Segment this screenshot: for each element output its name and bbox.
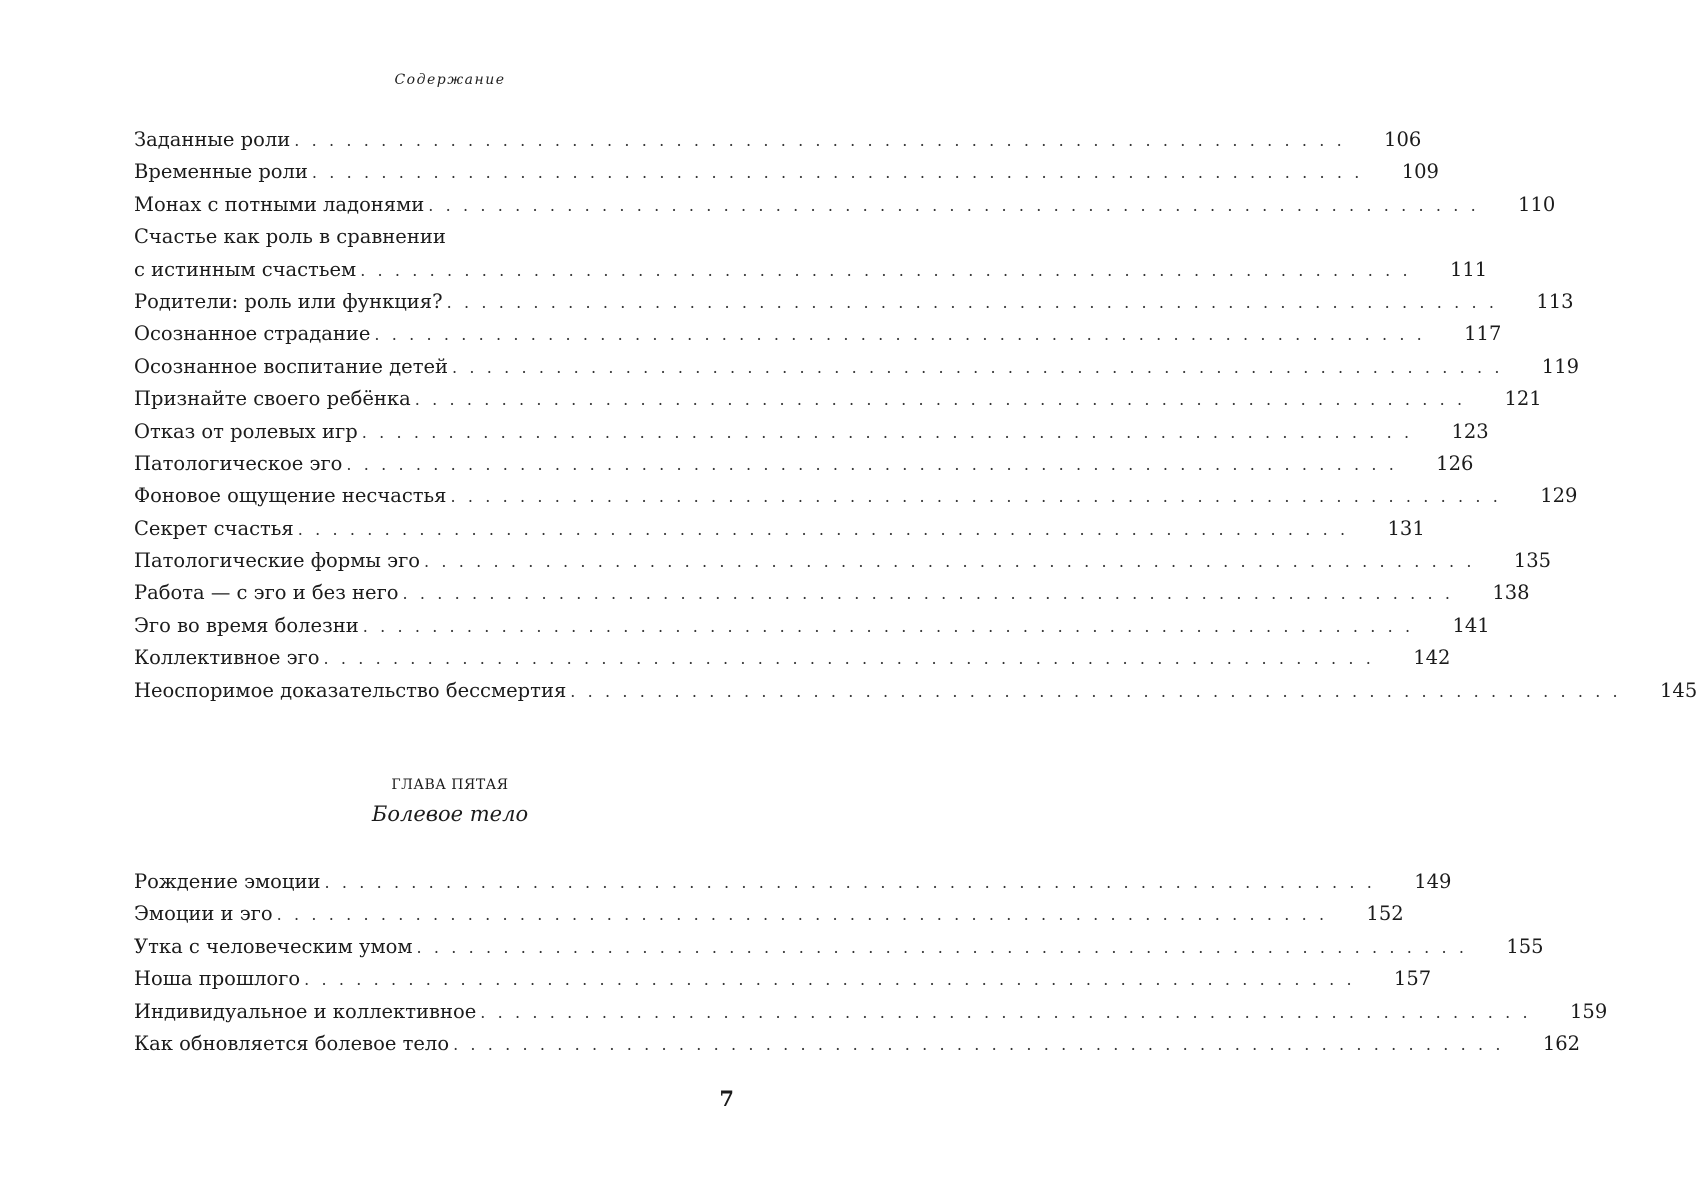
toc-entry-page: 121 [1504,387,1542,411]
dot-leader: . . . . . . . . . . . . . . . . . . . . . . . . . . . . . . . . . . . . . . . . . . . . . . . . . . . . . . . . . . . . . [362,616,1414,636]
dot-leader: . . . . . . . . . . . . . . . . . . . . . . . . . . . . . . . . . . . . . . . . . . . . . . . . . . . . . . . . . . . . . [414,390,1466,410]
page-number: 7 [719,1086,734,1111]
toc-entry-page: 162 [1542,1031,1581,1055]
toc-entry [134,351,1580,383]
toc-entry-page: 152 [1366,902,1404,926]
dot-leader: . . . . . . . . . . . . . . . . . . . . . . . . . . . . . . . . . . . . . . . . . . . . . . . . . . . . . . . . . . . . . [360,260,1412,280]
dot-leader: . . . . . . . . . . . . . . . . . . . . . . . . . . . . . . . . . . . . . . . . . . . . . . . . . . . . . . . . . . . . . [311,163,1363,183]
dot-leader: . . . . . . . . . . . . . . . . . . . . . . . . . . . . . . . . . . . . . . . . . . . . . . . . . . . . . . . . . . . . . [450,487,1502,507]
dot-leader: . . . . . . . . . . . . . . . . . . . . . . . . . . . . . . . . . . . . . . . . . . . . . . . . . . . . . . . . . . . . . [361,422,1413,442]
toc-entry [134,675,1697,707]
toc-entry-title: Работа — с эго и без него [134,581,399,605]
toc-entry-title: Родители: роль или функция? [134,289,443,313]
toc-entry-page: 113 [1536,289,1574,313]
dot-leader: . . . . . . . . . . . . . . . . . . . . . . . . . . . . . . . . . . . . . . . . . . . . . . . . . . . . . . . . . . . . . [424,552,1476,572]
toc-entry-title: Патологическое эго [134,451,343,475]
toc-entry-title: Эго во время болезни [134,613,359,637]
toc-entry-title: Утка с человеческим умом [134,934,413,958]
dot-leader: . . . . . . . . . . . . . . . . . . . . . . . . . . . . . . . . . . . . . . . . . . . . . . . . . . . . . . . . . . . . . [428,195,1480,215]
toc-entry-page: 159 [1570,999,1608,1023]
chapter-label: ГЛАВА ПЯТАЯ [391,777,509,793]
toc-entry [134,513,1425,545]
toc-entry-page: 145 [1660,678,1697,702]
toc-entry [134,124,1422,156]
dot-leader: . . . . . . . . . . . . . . . . . . . . . . . . . . . . . . . . . . . . . . . . . . . . . . . . . . . . . . . . . . . . . [276,905,1328,925]
toc-entry-page: 111 [1449,257,1488,281]
toc-entry-title: Как обновляется болевое тело [134,1031,450,1055]
toc-entry-title: Рождение эмоции [134,870,321,893]
toc-entry [134,898,1404,930]
chapter-title: Болевое тело [371,802,529,826]
toc-entry [134,286,1574,318]
toc-entry-title: Фоновое ощущение несчастья [134,484,447,508]
dot-leader: . . . . . . . . . . . . . . . . . . . . . . . . . . . . . . . . . . . . . . . . . . . . . . . . . . . . . . . . . . . . . [480,1002,1532,1022]
toc-entry [134,545,1552,577]
toc-entry-page: 131 [1387,516,1425,540]
toc-entry [134,866,1452,898]
toc-entry-page: 123 [1451,419,1489,443]
toc-entry-title: Секрет счастья [134,516,294,540]
toc-entry-title: Ноша прошлого [134,967,301,991]
toc-entry-page: 149 [1414,870,1452,893]
dot-leader: . . . . . . . . . . . . . . . . . . . . . . . . . . . . . . . . . . . . . . . . . . . . . . . . . . . . . . . . . . . . . [323,649,1375,669]
dot-leader: . . . . . . . . . . . . . . . . . . . . . . . . . . . . . . . . . . . . . . . . . . . . . . . . . . . . . . . . . . . . . [446,292,1498,312]
toc-entry-page: 106 [1384,128,1422,151]
toc-entry [134,221,1488,286]
toc-entry [134,996,1608,1028]
dot-leader: . . . . . . . . . . . . . . . . . . . . . . . . . . . . . . . . . . . . . . . . . . . . . . . . . . . . . . . . . . . . . [294,131,1346,150]
toc-entry-title: Осознанное страдание [134,322,371,346]
toc-entry-page: 138 [1492,581,1530,605]
toc-entry-page: 110 [1518,192,1556,216]
toc-entry-title: Эмоции и эго [134,902,273,926]
dot-leader: . . . . . . . . . . . . . . . . . . . . . . . . . . . . . . . . . . . . . . . . . . . . . . . . . . . . . . . . . . . . . [570,681,1622,701]
toc-entry [134,156,1439,188]
dot-leader: . . . . . . . . . . . . . . . . . . . . . . . . . . . . . . . . . . . . . . . . . . . . . . . . . . . . . . . . . . . . . [453,1034,1505,1054]
running-head: Содержание [394,72,506,88]
toc-entry-title: Коллективное эго [134,646,320,670]
toc-entry-title: Патологические формы эго [134,549,421,573]
dot-leader: . . . . . . . . . . . . . . . . . . . . . . . . . . . . . . . . . . . . . . . . . . . . . . . . . . . . . . . . . . . . . [452,357,1504,377]
toc-entry-title: Отказ от ролевых игр [134,419,358,443]
toc-entry [134,318,1502,350]
dot-leader: . . . . . . . . . . . . . . . . . . . . . . . . . . . . . . . . . . . . . . . . . . . . . . . . . . . . . . . . . . . . . [304,970,1356,990]
toc-entry-page: 135 [1513,549,1552,573]
toc-entry-page: 119 [1541,354,1580,378]
toc-entry-page: 141 [1452,613,1490,637]
toc-entry-title: Индивидуальное и коллективное [134,999,477,1023]
toc-entry [134,642,1451,674]
dot-leader: . . . . . . . . . . . . . . . . . . . . . . . . . . . . . . . . . . . . . . . . . . . . . . . . . . . . . . . . . . . . . [374,325,1426,345]
toc-entry-title: Монах с потными ладонями [134,192,425,216]
toc-entry [134,931,1544,963]
toc-entry [134,189,1556,221]
toc-entry-page: 109 [1401,160,1439,184]
toc-entry [134,448,1474,480]
toc-entry-page: 126 [1436,451,1474,475]
dot-leader: . . . . . . . . . . . . . . . . . . . . . . . . . . . . . . . . . . . . . . . . . . . . . . . . . . . . . . . . . . . . . [346,454,1398,474]
dot-leader: . . . . . . . . . . . . . . . . . . . . . . . . . . . . . . . . . . . . . . . . . . . . . . . . . . . . . . . . . . . . . [402,584,1454,604]
toc-entry-title: с истинным счастьем [134,257,357,281]
toc-entry [134,963,1432,995]
dot-leader: . . . . . . . . . . . . . . . . . . . . . . . . . . . . . . . . . . . . . . . . . . . . . . . . . . . . . . . . . . . . . [297,519,1349,539]
toc-entry-title: Признайте своего ребёнка [134,387,411,411]
toc-entry [134,480,1578,512]
toc-entry-page: 157 [1393,967,1432,991]
toc-entry-title: Заданные роли [134,128,291,151]
toc-entry-page: 155 [1506,934,1544,958]
toc-entry-page: 117 [1464,322,1502,346]
dot-leader: . . . . . . . . . . . . . . . . . . . . . . . . . . . . . . . . . . . . . . . . . . . . . . . . . . . . . . . . . . . . . [416,937,1468,957]
toc-entry-title: Осознанное воспитание детей [134,354,449,378]
toc-entry-page: 142 [1413,646,1451,670]
toc-list [134,866,1608,1060]
toc-entry-title: Счастье как роль в сравнении [134,225,446,249]
toc-entry [134,383,1542,415]
toc-entry-page: 129 [1540,484,1578,508]
toc-list [134,124,1697,707]
toc-entry [134,610,1490,642]
toc-entry-title: Временные роли [134,160,308,184]
toc-entry [134,1028,1581,1060]
toc-entry [134,577,1530,609]
toc-entry-title: Неоспоримое доказательство бессмертия [134,678,567,702]
dot-leader: . . . . . . . . . . . . . . . . . . . . . . . . . . . . . . . . . . . . . . . . . . . . . . . . . . . . . . . . . . . . . [324,873,1376,892]
toc-entry [134,416,1489,448]
